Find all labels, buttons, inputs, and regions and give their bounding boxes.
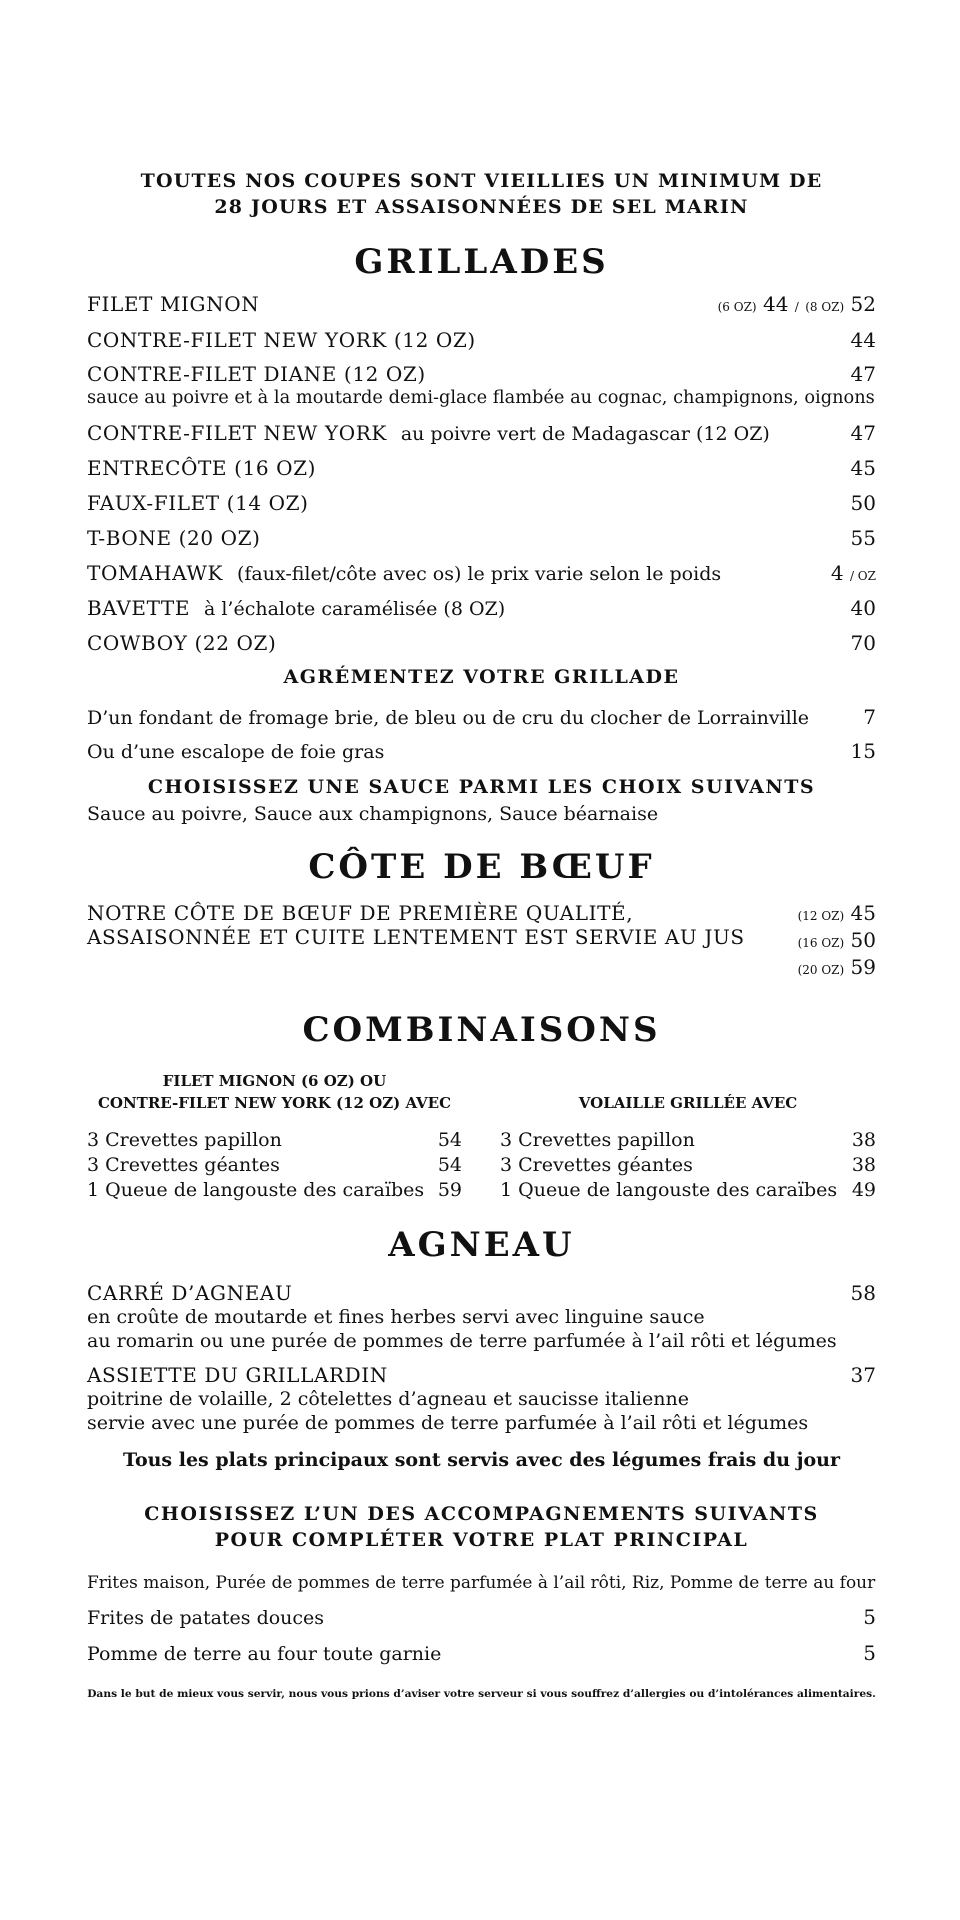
accompagnements-title bbox=[87, 1501, 876, 1553]
price-value: 59 bbox=[850, 955, 876, 979]
item-name: COWBOY (22 OZ) bbox=[87, 631, 277, 655]
combo-column-header bbox=[87, 1062, 462, 1114]
menu-item-t-bone bbox=[87, 526, 876, 550]
allergy-footer: Dans le but de mieux vous servir, nous vous prions d’aviser votre serveur si vous souffrez d’allergies ou d’intolérances alimentaires. bbox=[87, 1687, 876, 1700]
item-price: 58 bbox=[850, 1281, 876, 1305]
grillades-title: GRILLADES bbox=[354, 242, 609, 282]
combo-column-header bbox=[500, 1062, 876, 1114]
combo-column-volaille bbox=[500, 1062, 876, 1203]
cote-price-row bbox=[798, 928, 876, 955]
combo-item-price: 49 bbox=[851, 1179, 876, 1201]
item-price: 70 bbox=[850, 631, 876, 655]
addon-item bbox=[87, 739, 876, 763]
item-price bbox=[831, 561, 876, 585]
item-inline-description: à l’échalote caramélisée (8 OZ) bbox=[203, 598, 506, 620]
size-label: (6 OZ) bbox=[717, 300, 757, 314]
cote-price-row bbox=[798, 955, 876, 982]
menu-item-entrecote bbox=[87, 456, 876, 480]
item-price: 37 bbox=[850, 1363, 876, 1387]
price-value: 50 bbox=[850, 928, 876, 952]
size-label: (8 OZ) bbox=[805, 300, 845, 314]
menu-item-tomahawk bbox=[87, 561, 876, 585]
item-inline-description: (faux-filet/côte avec os) le prix varie selon le poids bbox=[236, 563, 722, 585]
cote-de-boeuf-item bbox=[87, 901, 876, 982]
addon-text: D’un fondant de fromage brie, de bleu ou de cru du clocher de Lorrainville bbox=[87, 707, 810, 729]
accompagnements-title-line-2: POUR COMPLÉTER VOTRE PLAT PRINCIPAL bbox=[214, 1529, 749, 1551]
price-value: 4 bbox=[830, 561, 844, 585]
cote-price-row bbox=[798, 901, 876, 928]
item-description-line-2: servie avec une purée de pommes de terre parfumée à l’ail rôti et légumes bbox=[87, 1412, 809, 1434]
size-label: (20 OZ) bbox=[797, 963, 845, 977]
item-name bbox=[87, 421, 770, 445]
accompagnement-text: Pomme de terre au four toute garnie bbox=[87, 1643, 442, 1665]
combo-item-text: 3 Crevettes papillon bbox=[500, 1129, 695, 1151]
item-name: ASSIETTE DU GRILLARDIN bbox=[87, 1363, 388, 1387]
accompagnement-item bbox=[87, 1641, 876, 1665]
combo-item bbox=[500, 1178, 876, 1203]
combo-item bbox=[87, 1178, 462, 1203]
cote-de-boeuf-title: CÔTE DE BŒUF bbox=[308, 847, 655, 887]
combo-item-price: 54 bbox=[437, 1129, 462, 1151]
item-name: CONTRE-FILET NEW YORK (12 OZ) bbox=[87, 328, 476, 352]
combinaisons-columns bbox=[87, 1062, 876, 1203]
aging-notice bbox=[87, 168, 876, 220]
combo-header-line-2: CONTRE-FILET NEW YORK (12 OZ) AVEC bbox=[97, 1094, 452, 1112]
size-label: (16 OZ) bbox=[797, 936, 845, 950]
cote-line-2: ASSAISONNÉE ET CUITE LENTEMENT EST SERVIE AU JUS bbox=[87, 925, 745, 949]
combo-item-price: 59 bbox=[437, 1179, 462, 1201]
price-value: 44 bbox=[762, 292, 789, 316]
size-label: (12 OZ) bbox=[797, 909, 845, 923]
combo-item-price: 38 bbox=[851, 1154, 876, 1176]
item-name: ENTRECÔTE (16 OZ) bbox=[87, 456, 316, 480]
combo-header-line-1: VOLAILLE GRILLÉE AVEC bbox=[578, 1094, 798, 1112]
item-price bbox=[718, 292, 876, 316]
menu-item-carre-agneau bbox=[87, 1281, 876, 1305]
item-name: FILET MIGNON bbox=[87, 292, 260, 316]
menu-item-contre-filet-ny bbox=[87, 328, 876, 352]
item-inline-description: au poivre vert de Madagascar (12 OZ) bbox=[400, 423, 770, 445]
combinaisons-title: COMBINAISONS bbox=[302, 1010, 661, 1050]
menu-item-filet-mignon bbox=[87, 292, 876, 316]
item-price: 47 bbox=[850, 421, 876, 445]
item-name bbox=[87, 596, 505, 620]
item-price: 50 bbox=[850, 491, 876, 515]
item-name-text: CONTRE-FILET NEW YORK bbox=[87, 421, 387, 445]
menu-content bbox=[87, 168, 876, 1700]
combo-item bbox=[500, 1128, 876, 1153]
item-price: 40 bbox=[850, 596, 876, 620]
combo-item-text: 3 Crevettes papillon bbox=[87, 1129, 282, 1151]
combo-item bbox=[500, 1153, 876, 1178]
price-value: 45 bbox=[850, 901, 876, 925]
item-description bbox=[87, 901, 745, 949]
item-description: sauce au poivre et à la moutarde demi-glace flambée au cognac, champignons, oignons bbox=[87, 387, 875, 408]
menu-item-contre-filet-poivre-vert bbox=[87, 421, 876, 445]
combo-item-price: 38 bbox=[851, 1129, 876, 1151]
item-name: CONTRE-FILET DIANE (12 OZ) bbox=[87, 362, 426, 386]
addon-text: Ou d’une escalope de foie gras bbox=[87, 741, 385, 763]
price-value: 52 bbox=[850, 292, 876, 316]
accompagnement-text: Frites de patates douces bbox=[87, 1607, 325, 1629]
menu-item-bavette bbox=[87, 596, 876, 620]
addon-price: 15 bbox=[850, 739, 876, 763]
item-description-line-1: poitrine de volaille, 2 côtelettes d’agneau et saucisse italienne bbox=[87, 1388, 689, 1410]
item-name: CARRÉ D’AGNEAU bbox=[87, 1281, 293, 1305]
menu-item-faux-filet bbox=[87, 491, 876, 515]
combo-item-text: 3 Crevettes géantes bbox=[500, 1154, 693, 1176]
combo-item-price: 54 bbox=[437, 1154, 462, 1176]
item-name: FAUX-FILET (14 OZ) bbox=[87, 491, 309, 515]
aging-notice-line-1: TOUTES NOS COUPES SONT VIEILLIES UN MINIMUM DE bbox=[140, 170, 823, 192]
accompagnement-item bbox=[87, 1605, 876, 1629]
sauce-list: Sauce au poivre, Sauce aux champignons, Sauce béarnaise bbox=[87, 803, 659, 825]
combo-item bbox=[87, 1128, 462, 1153]
item-price: 45 bbox=[850, 456, 876, 480]
combo-column-steak bbox=[87, 1062, 462, 1203]
sauce-title: CHOISISSEZ UNE SAUCE PARMI LES CHOIX SUIVANTS bbox=[147, 776, 816, 798]
item-name-text: BAVETTE bbox=[87, 596, 191, 620]
price-separator: / bbox=[794, 300, 799, 314]
menu-item-cowboy bbox=[87, 631, 876, 655]
accompagnements-list: Frites maison, Purée de pommes de terre parfumée à l’ail rôti, Riz, Pomme de terre au four bbox=[87, 1573, 876, 1593]
agneau-title: AGNEAU bbox=[388, 1225, 575, 1265]
combo-item bbox=[87, 1153, 462, 1178]
accompagnement-price: 5 bbox=[863, 1605, 876, 1629]
legumes-note: Tous les plats principaux sont servis avec des légumes frais du jour bbox=[122, 1449, 840, 1471]
item-name bbox=[87, 561, 721, 585]
addon-price: 7 bbox=[863, 705, 876, 729]
cote-line-1: NOTRE CÔTE DE BŒUF DE PREMIÈRE QUALITÉ, bbox=[87, 901, 634, 925]
combo-item-text: 1 Queue de langouste des caraïbes bbox=[500, 1179, 838, 1201]
addon-item bbox=[87, 705, 876, 729]
combo-item-text: 1 Queue de langouste des caraïbes bbox=[87, 1179, 425, 1201]
item-description-line-1: en croûte de moutarde et fines herbes servi avec linguine sauce bbox=[87, 1306, 705, 1328]
price-unit: / OZ bbox=[849, 569, 876, 583]
item-price: 55 bbox=[850, 526, 876, 550]
item-price: 47 bbox=[850, 362, 876, 386]
combo-item-text: 3 Crevettes géantes bbox=[87, 1154, 280, 1176]
combo-header-line-1: FILET MIGNON (6 OZ) OU bbox=[162, 1072, 387, 1090]
agrementez-title: AGRÉMENTEZ VOTRE GRILLADE bbox=[283, 666, 680, 688]
item-name-text: TOMAHAWK bbox=[87, 561, 224, 585]
accompagnement-price: 5 bbox=[863, 1641, 876, 1665]
menu-item-contre-filet-diane bbox=[87, 362, 876, 386]
item-description-line-2: au romarin ou une purée de pommes de terre parfumée à l’ail rôti et légumes bbox=[87, 1330, 837, 1352]
cote-prices bbox=[798, 901, 876, 982]
accompagnements-title-line-1: CHOISISSEZ L’UN DES ACCOMPAGNEMENTS SUIVANTS bbox=[144, 1503, 819, 1525]
menu-item-assiette-grillardin bbox=[87, 1363, 876, 1387]
item-name: T-BONE (20 OZ) bbox=[87, 526, 261, 550]
item-price: 44 bbox=[850, 328, 876, 352]
aging-notice-line-2: 28 JOURS ET ASSAISONNÉES DE SEL MARIN bbox=[214, 196, 749, 218]
